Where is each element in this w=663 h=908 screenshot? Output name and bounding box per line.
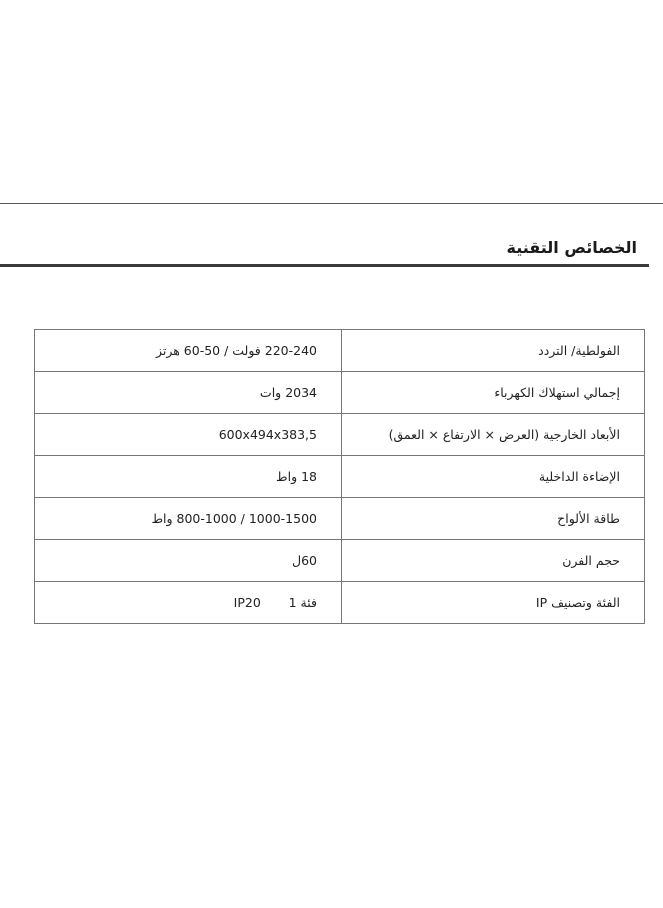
spec-value-class-ip: فئة 1 IP20 <box>35 582 342 624</box>
spec-label-lighting: الإضاءة الداخلية <box>342 456 645 498</box>
top-divider <box>0 203 663 204</box>
table-row <box>35 414 645 456</box>
title-underline <box>0 264 649 267</box>
table-row <box>35 582 645 624</box>
spec-value-voltage: 220-240 فولت / 50-60 هرتز <box>35 330 342 372</box>
spec-label-panel-power: طاقة الألواح <box>342 498 645 540</box>
spec-value-dimensions: 600x494x383,5 <box>35 414 342 456</box>
section-title: الخصائص التقنية <box>506 238 637 257</box>
spec-label-class-ip: الفئة وتصنيف IP <box>342 582 645 624</box>
table-row <box>35 498 645 540</box>
spec-label-oven-volume: حجم الفرن <box>342 540 645 582</box>
table-row <box>35 372 645 414</box>
spec-value-lighting: 18 واط <box>35 456 342 498</box>
spec-value-power: 2034 وات <box>35 372 342 414</box>
table-row <box>35 330 645 372</box>
spec-label-voltage: الفولطية/ التردد <box>342 330 645 372</box>
table-row <box>35 540 645 582</box>
spec-value-oven-volume: 60ل <box>35 540 342 582</box>
specifications-table <box>34 329 645 624</box>
table-row <box>35 456 645 498</box>
spec-label-power: إجمالي استهلاك الكهرباء <box>342 372 645 414</box>
spec-label-dimensions: الأبعاد الخارجية (العرض × الارتفاع × العمق) <box>342 414 645 456</box>
spec-value-panel-power: 1000-1500 / 800-1000 واط <box>35 498 342 540</box>
